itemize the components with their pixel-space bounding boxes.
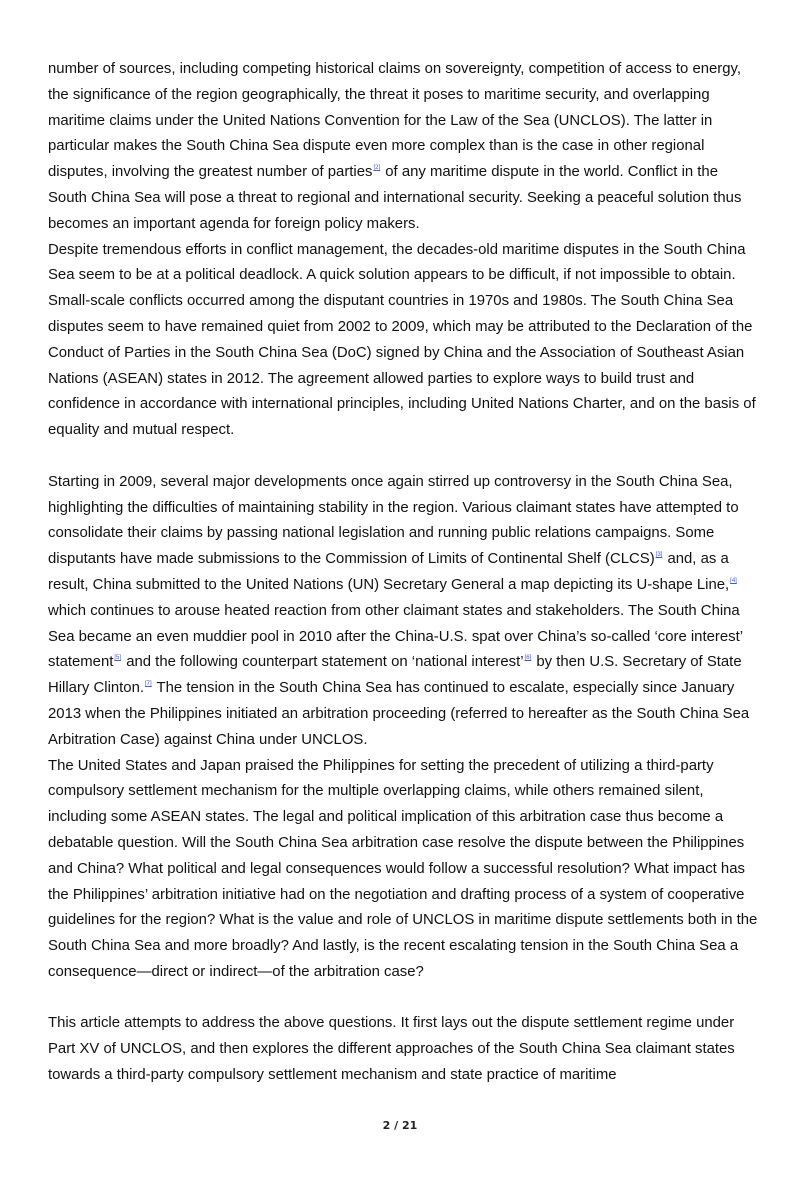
paragraph-5: This article attempts to address the above questions. It first lays out the dispute settlement regime under Part XV of UNCLOS, and then explores the different approaches of the South China Sea claimant states towards a third-party compulsory settlement mechanism and state practice of maritime (48, 1015, 735, 1084)
paragraph-3-text-a: Starting in 2009, several major developments once again stirred up controversy in the South China Sea, highlighting the difficulties of maintaining stability in the region. Various claimant states have attempted to consolidate their claims by passing national legislation and running public relations campaigns. Some disputants have made submissions to the Commission of Limits of Continental Shelf (CLCS) (48, 473, 739, 568)
body-text (48, 57, 760, 1089)
paragraph-2: Despite tremendous efforts in conflict management, the decades-old maritime disputes in the South China Sea seem to be at a political deadlock. A quick solution appears to be difficult, if not impossible to obtain. Small-scale conflicts occurred among the disputant countries in 1970s and 1980s. The South China Sea disputes seem to have remained quiet from 2002 to 2009, which may be attributed to the Declaration of the Conduct of Parties in the South China Sea (DoC) signed by China and the Association of Southeast Asian Nations (ASEAN) states in 2012. The agreement allowed parties to explore ways to build trust and confidence in accordance with international principles, including United Nations Charter, and on the basis of equality and mutual respect. (48, 241, 756, 439)
footnote-ref-6[interactable]: [6] (524, 655, 532, 662)
paragraph-1-text-b: of any maritime dispute in the world. Conflict in the South China Sea will pose a threat to regional and international security. Seeking a peaceful solution thus becomes an important agenda for foreign policy makers. (48, 164, 742, 232)
paragraph-4: The United States and Japan praised the Philippines for setting the precedent of utilizing a third-party compulsory settlement mechanism for the multiple overlapping claims, while others remained silent, including some ASEAN states. The legal and political implication of this arbitration case thus become a debatable question. Will the South China Sea arbitration case resolve the dispute between the Philippines and China? What political and legal consequences would follow a successful resolution? What impact has the Philippines’ arbitration initiative had on the negotiation and drafting process of a system of cooperative guidelines for the region? What is the value and role of UNCLOS in maritime dispute settlements both in the South China Sea and more broadly? And lastly, is the recent escalating tension in the South China Sea a consequence—direct or indirect—of the arbitration case? (48, 757, 758, 980)
page-number: 2 / 21 (382, 1119, 418, 1132)
paragraph-3 (48, 470, 760, 754)
paragraph-3-text-f: The tension in the South China Sea has continued to escalate, especially since January 2013 when the Philippines initiated an arbitration proceeding (referred to hereafter as the South China Sea Arbitration Case) against China under UNCLOS. (48, 680, 750, 748)
paragraph-3-text-c: which continues to arouse heated reaction from other claimant states and stakeholders. The South China Sea became an even muddier pool in 2010 after the China-U.S. spat over China’s so-called ‘core interest’ statement (48, 602, 743, 671)
paragraph-3-text-e: by then U.S. Secretary of State Hillary Clinton. (48, 654, 742, 697)
paragraph-1-text-a: number of sources, including competing historical claims on sovereignty, competition of access to energy, the significance of the region geographically, the threat it poses to maritime security, and overlapping maritime claims under the United Nations Convention for the Law of the Sea (UNCLOS). The latter in particular makes the South China Sea dispute even more complex than is the case in other regional disputes, involving the greatest number of parties (48, 61, 742, 181)
paragraph-spacer (48, 444, 760, 470)
footnote-ref-2[interactable]: [2] (373, 165, 381, 172)
paragraph-3-text-d: and the following counterpart statement on ‘national interest’ (122, 654, 524, 671)
footnote-ref-3[interactable]: [3] (655, 552, 663, 559)
footnote-ref-7[interactable]: [7] (145, 681, 152, 688)
paragraph-3-text-b: and, as a result, China submitted to the United Nations (UN) Secretary General a map depicting its U-shape Line, (48, 551, 730, 593)
footnote-ref-4[interactable]: [4] (730, 577, 737, 584)
paragraph-1 (48, 57, 760, 238)
paragraph-spacer (48, 986, 760, 1012)
footnote-ref-5[interactable]: [5] (114, 655, 122, 662)
